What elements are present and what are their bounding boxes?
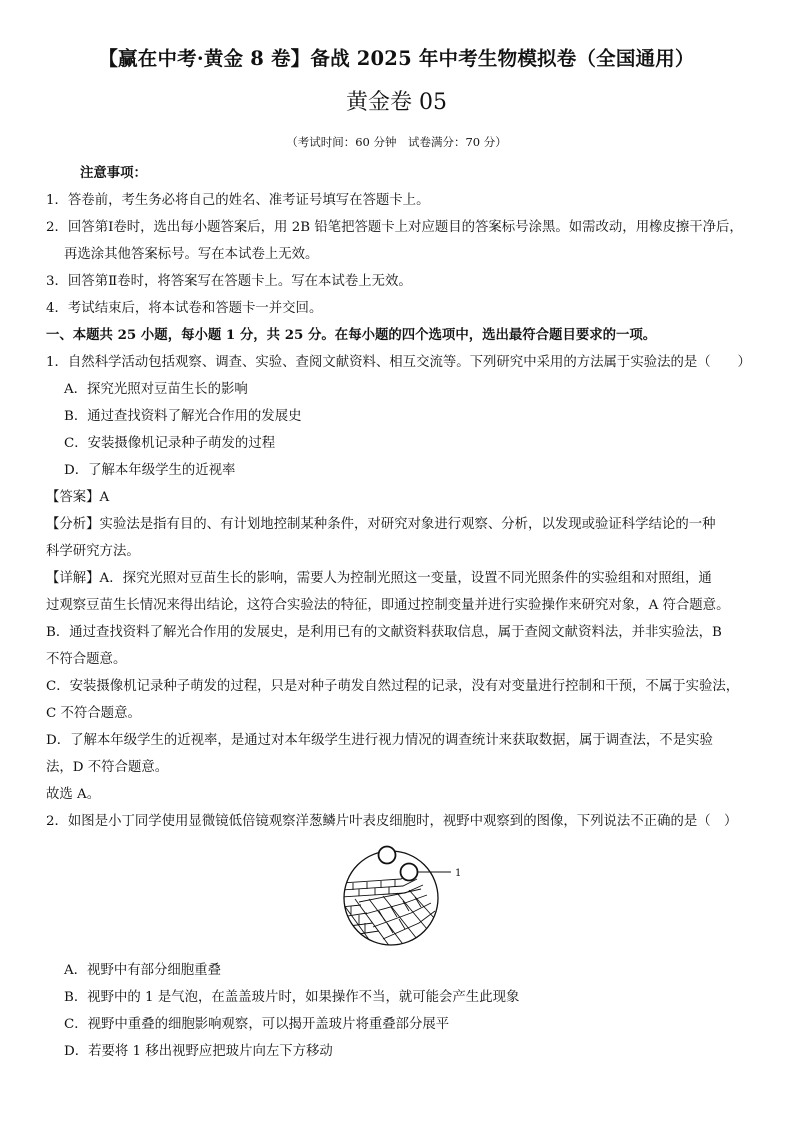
notes-heading: 注意事项： [80, 165, 147, 181]
note-item-3: 3．回答第Ⅱ卷时，将答案写在答题卡上。写在本试卷上无效。 [46, 274, 412, 289]
q1-detail-line-1: 【详解】A．探究光照对豆苗生长的影响，需要人为控制光照这一变量，设置不同光照条件的实验组和对照组，通 [46, 571, 712, 586]
q1-stem: 1．自然科学活动包括观察、调查、实验、查阅文献资料、相互交流等。下列研究中采用的方法属于实验法的是（ ） [46, 355, 751, 370]
figure-label-1: 1 [455, 868, 462, 879]
q1-option-a: A．探究光照对豆苗生长的影响 [64, 382, 248, 397]
q2-option-b: B．视野中的 1 是气泡，在盖盖玻片时，如果操作不当，就可能会产生此现象 [64, 990, 520, 1005]
air-bubble-1 [401, 864, 418, 881]
q1-analysis-line-1: 【分析】实验法是指有目的、有计划地控制某种条件，对研究对象进行观察、分析，以发现或验证科学结论的一种 [46, 517, 716, 532]
note-item-2-cont: 再选涂其他答案标号。写在本试卷上无效。 [64, 247, 319, 262]
q2-stem: 2．如图是小丁同学使用显微镜低倍镜观察洋葱鳞片叶表皮细胞时，视野中观察到的图像，下列说法不正确的是（ ） [46, 814, 738, 829]
q1-detail-line-3: B．通过查找资料了解光合作用的发展史，是利用已有的文献资料获取信息，属于查阅文献资料法，并非实验法，B [46, 625, 722, 640]
exam-content [46, 160, 752, 1065]
note-item-2: 2．回答第Ⅰ卷时，选出每小题答案后，用 2B 铅笔把答题卡上对应题目的答案标号涂黑。如需改动，用橡皮擦干净后， [46, 220, 743, 235]
q1-answer: 【答案】A [46, 490, 110, 505]
q1-detail-line-8: 法，D 不符合题意。 [46, 760, 169, 775]
q2-option-a: A．视野中有部分细胞重叠 [64, 963, 221, 978]
air-bubble-upper [379, 847, 396, 864]
q1-detail-line-5: C．安装摄像机记录种子萌发的过程，只是对种子萌发自然过程的记录，没有对变量进行控制和干预，不属于实验法， [46, 679, 740, 694]
microscope-field-figure [46, 839, 752, 957]
q1-option-c: C．安装摄像机记录种子萌发的过程 [64, 436, 276, 451]
q1-detail-line-9: 故选 A。 [46, 787, 101, 802]
q1-detail-line-7: D．了解本年级学生的近视率，是通过对本年级学生进行视力情况的调查统计来获取数据，属于调查法，不是实验 [46, 733, 713, 748]
microscope-view-diagram [339, 839, 469, 957]
field-of-view-circle [344, 851, 438, 945]
section-heading: 一、本题共 25 小题，每小题 1 分，共 25 分。在每小题的四个选项中，选出最符合题目要求的一项。 [46, 327, 657, 343]
q2-option-d: D．若要将 1 移出视野应把玻片向左下方移动 [64, 1044, 333, 1059]
q1-analysis-line-2: 科学研究方法。 [46, 544, 140, 559]
page-title: 【赢在中考·黄金 8 卷】备战 2025 年中考生物模拟卷（全国通用） [98, 47, 695, 70]
paper-subtitle: 黄金卷 05 [346, 90, 447, 115]
q1-detail-line-2: 过观察豆苗生长情况来得出结论，这符合实验法的特征，即通过控制变量并进行实验操作来研究对象，A 符合题意。 [46, 598, 730, 613]
exam-info: （考试时间：60 分钟 试卷满分：70 分） [286, 135, 507, 149]
q1-detail-line-4: 不符合题意。 [46, 652, 127, 667]
q1-option-b: B．通过查找资料了解光合作用的发展史 [64, 409, 302, 424]
q2-option-c: C．视野中重叠的细胞影响观察，可以揭开盖玻片将重叠部分展平 [64, 1017, 450, 1032]
note-item-1: 1．答卷前，考生务必将自己的姓名、准考证号填写在答题卡上。 [46, 193, 430, 208]
q1-detail-line-6: C 不符合题意。 [46, 706, 141, 721]
q1-option-d: D．了解本年级学生的近视率 [64, 463, 236, 478]
note-item-4: 4．考试结束后，将本试卷和答题卡一并交回。 [46, 301, 323, 316]
